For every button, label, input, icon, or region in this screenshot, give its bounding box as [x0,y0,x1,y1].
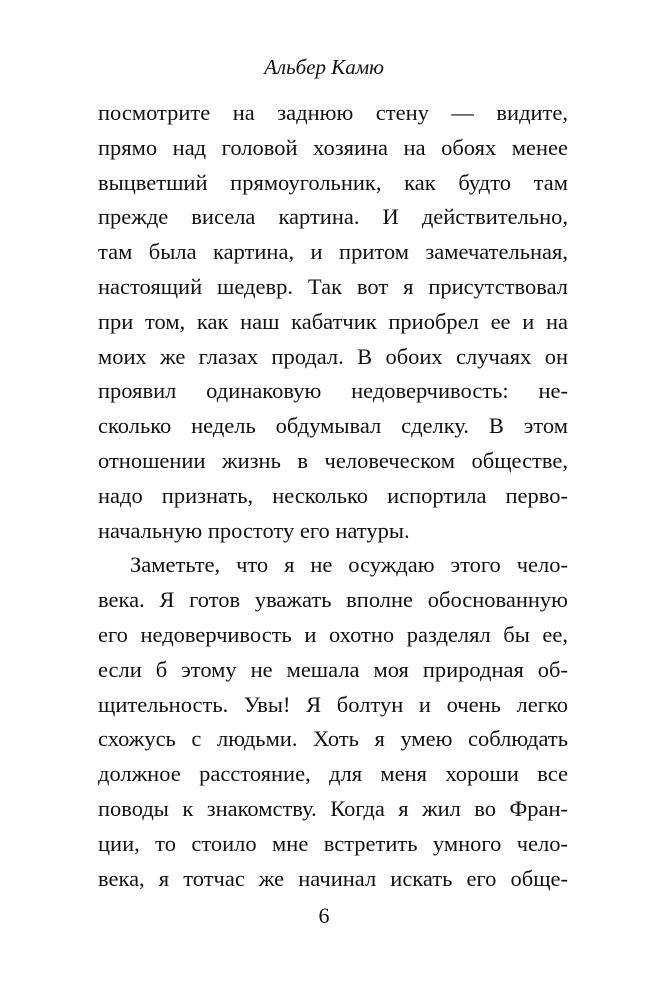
text-line: там была картина, и притом замечательная, [98,239,568,265]
text-line: выцветший прямоугольник, как будто там [98,169,568,195]
text-line: века. Я готов уважать вполне обоснованную [98,587,568,613]
text-line: прежде висела картина. И действительно, [98,204,568,230]
paragraph-2 [98,548,568,896]
text-line: щительность. Увы! Я болтун и очень легко [98,691,568,717]
text-line: при том, как наш кабатчик приобрел ее и на [98,308,568,334]
text-line: Заметьте, что я не осуждаю этого чело- [130,552,568,578]
text-line: посмотрите на заднюю стену — видите, [98,100,568,125]
page-number: 6 [318,903,330,928]
text-line: надо признать, несколько испортила перво- [98,482,568,508]
text-line: его недоверчивость и охотно разделял бы ее, [98,621,568,647]
text-line: ции, то стоило мне встретить умного чело- [98,830,568,856]
text-line: века, я тотчас же начинал искать его обще- [98,865,568,891]
text-line: моих же глазах продал. В обоих случаях он [98,343,568,369]
text-line: должное расстояние, для меня хороши все [98,761,568,787]
text-line: отношении жизнь в человеческом обществе, [98,447,568,473]
text-line: поводы к знакомству. Когда я жил во Фран- [98,795,568,821]
body-text [98,96,568,896]
text-line: сколько недель обдумывал сделку. В этом [98,413,568,439]
paragraph-1 [98,96,568,548]
text-line: начальную простоту его натуры. [98,517,410,543]
text-line: настоящий шедевр. Так вот я присутствовал [98,273,568,299]
text-line: если б этому не мешала моя природная об- [98,656,568,682]
running-head-author: Альбер Камю [264,55,384,79]
text-line: схожусь с людьми. Хоть я умею соблюдать [98,726,568,752]
text-line: проявил одинаковую недоверчивость: не- [98,378,568,404]
text-line: прямо над головой хозяина на обоях менее [98,134,568,160]
